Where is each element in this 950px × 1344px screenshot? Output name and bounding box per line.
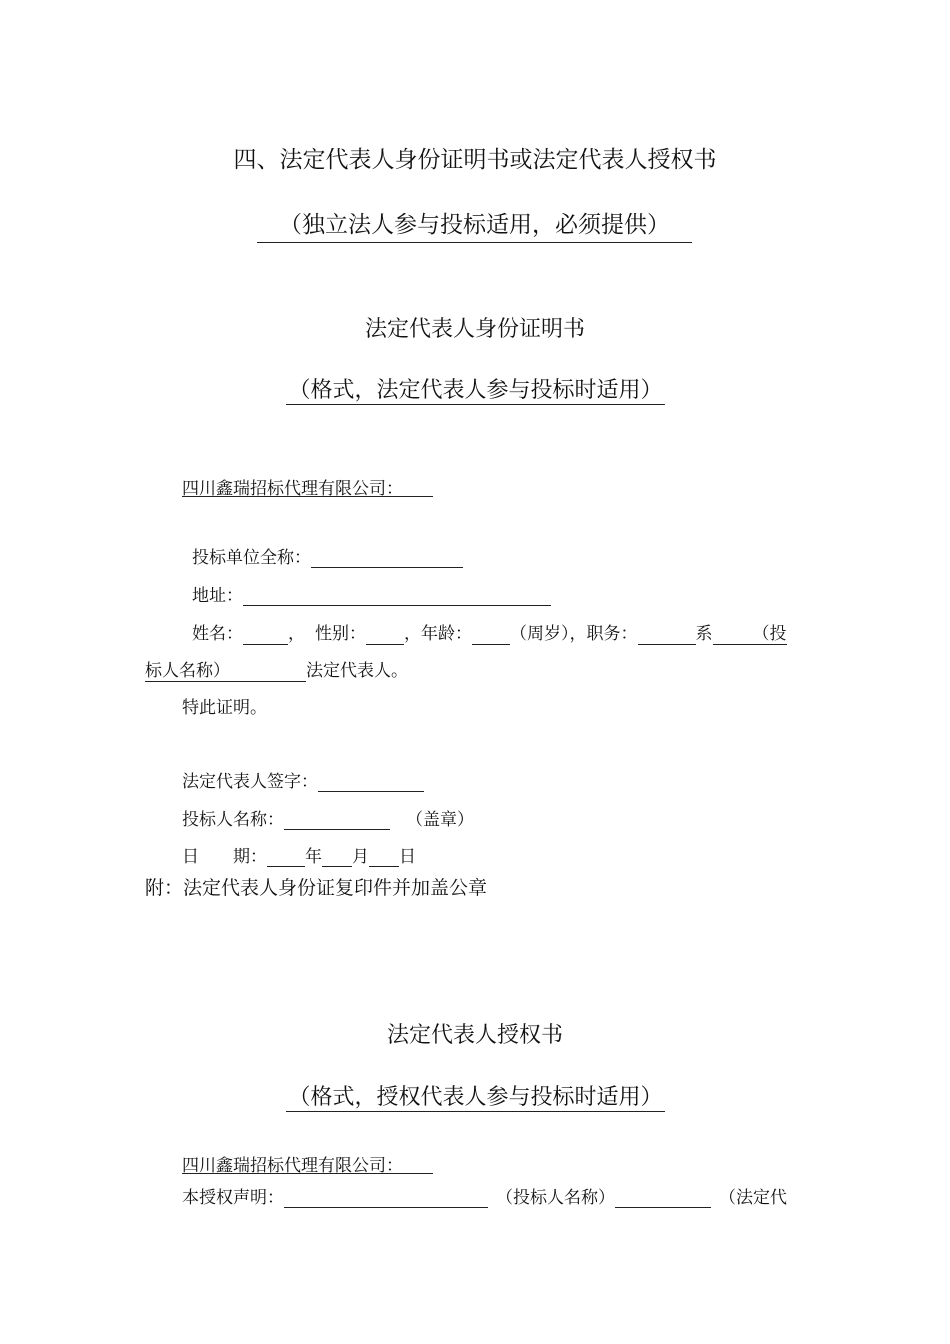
auth-title: 法定代表人授权书: [386, 1023, 563, 1048]
name-row: [192, 619, 787, 645]
section-title: 四、法定代表人身份证明书或法定代表人授权书: [233, 147, 717, 173]
id-cert-title: 法定代表人身份证明书: [364, 317, 585, 342]
id-cert-addressee: 四川鑫瑞招标代理有限公司：: [182, 474, 433, 497]
auth-subtitle: （格式，授权代表人参与投标时适用）: [286, 1080, 665, 1112]
bidder-name-blank-1[interactable]: [713, 627, 753, 645]
legal-rep-row: [145, 656, 408, 682]
unit-label: 投标单位全称：: [192, 548, 311, 568]
certify-text: 特此证明。: [182, 698, 267, 718]
sign-blank[interactable]: [318, 774, 424, 792]
year-text: 年: [305, 847, 322, 867]
address-row: [192, 581, 551, 606]
unit-blank[interactable]: [311, 550, 463, 568]
unit-row: [192, 543, 463, 568]
sign-row: [182, 767, 424, 792]
gender-label: 性别：: [315, 624, 366, 644]
legal-rep-text: 法定代表人。: [306, 661, 408, 681]
day-blank[interactable]: [369, 849, 399, 867]
statement-row: [182, 1183, 787, 1208]
name-blank[interactable]: [243, 627, 288, 645]
bidder-label: 投标人名称：: [182, 810, 284, 830]
address-label: 地址：: [192, 586, 243, 606]
address-blank[interactable]: [243, 588, 551, 606]
belongs-text: 系: [695, 624, 713, 644]
seal-text: （盖章）: [406, 810, 474, 830]
sign-label: 法定代表人签字：: [182, 772, 318, 792]
bidder-row: [182, 805, 474, 830]
section-subtitle: （独立法人参与投标适用，必须提供）: [257, 206, 692, 243]
bidder-open-text: （投: [752, 624, 787, 644]
position-blank[interactable]: [638, 627, 696, 645]
id-cert-subtitle: （格式，法定代表人参与投标时适用）: [286, 373, 665, 405]
auth-addressee: 四川鑫瑞招标代理有限公司：: [182, 1151, 433, 1174]
auth-bidder-name: （投标人名称）: [496, 1188, 615, 1208]
statement-label: 本授权声明：: [182, 1188, 284, 1208]
month-blank[interactable]: [322, 849, 352, 867]
bidder-blank[interactable]: [284, 812, 390, 830]
name-label: 姓名：: [192, 624, 243, 644]
attachment-note: 附：法定代表人身份证复印件并加盖公章: [145, 877, 488, 899]
age-unit: （周岁），职务：: [510, 624, 638, 644]
date-row: [182, 842, 416, 867]
gender-blank[interactable]: [366, 627, 404, 645]
legal-rep-blank[interactable]: [615, 1190, 711, 1208]
bidder-name-blank-2[interactable]: [230, 664, 306, 682]
date-label: 日 期：: [182, 847, 267, 867]
comma: ，: [288, 624, 305, 644]
statement-blank[interactable]: [284, 1190, 488, 1208]
month-text: 月: [352, 847, 369, 867]
age-label: ，年龄：: [404, 624, 472, 644]
legal-rep-open: （法定代: [719, 1188, 787, 1208]
bidder-close-text: 标人名称）: [145, 661, 230, 681]
day-text: 日: [399, 847, 416, 867]
age-blank[interactable]: [472, 627, 510, 645]
year-blank[interactable]: [267, 849, 305, 867]
